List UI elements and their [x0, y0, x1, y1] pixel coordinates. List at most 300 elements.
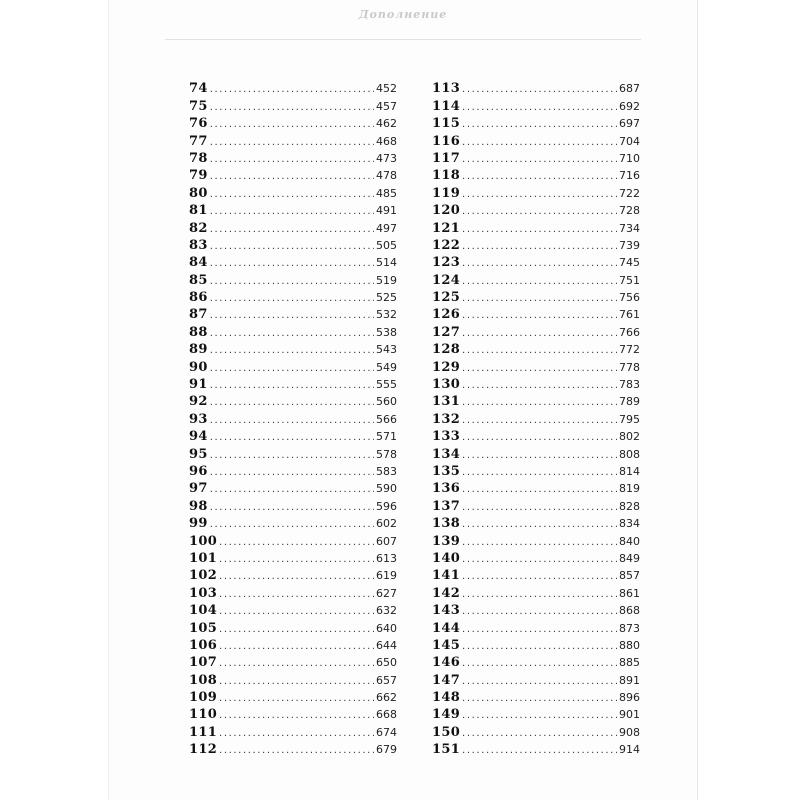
index-entry [432, 254, 640, 271]
entry-page-number: 452 [376, 82, 397, 96]
entry-page-number: 814 [619, 464, 640, 478]
entry-number: 132 [432, 411, 461, 427]
entry-number: 78 [189, 150, 208, 166]
dot-leader [462, 379, 617, 393]
dot-leader [210, 223, 374, 237]
entry-page-number: 566 [376, 412, 397, 426]
entry-page-number: 704 [619, 134, 640, 148]
entry-page-number: 819 [619, 482, 640, 496]
entry-page-number: 914 [619, 743, 640, 757]
dot-leader [462, 588, 617, 602]
dot-leader [462, 83, 617, 97]
dot-leader [219, 588, 374, 602]
dot-leader [462, 327, 617, 341]
index-entry [432, 602, 640, 619]
entry-page-number: 716 [619, 169, 640, 183]
entry-page-number: 657 [376, 673, 397, 687]
dot-leader [219, 640, 374, 654]
index-entry [189, 410, 397, 427]
index-entry [432, 637, 640, 654]
index-entry [432, 306, 640, 323]
index-entry [189, 289, 397, 306]
entry-number: 92 [189, 394, 208, 410]
entry-page-number: 538 [376, 325, 397, 339]
dot-leader [462, 344, 617, 358]
entry-number: 101 [189, 550, 218, 566]
index-entry [189, 184, 397, 201]
entry-number: 102 [189, 568, 218, 584]
index-entry [189, 358, 397, 375]
index-entry [189, 671, 397, 688]
index-entry [432, 219, 640, 236]
index-entry [189, 428, 397, 445]
dot-leader [462, 727, 617, 741]
entry-page-number: 619 [376, 569, 397, 583]
entry-page-number: 880 [619, 638, 640, 652]
index-entry [432, 289, 640, 306]
entry-number: 139 [432, 533, 461, 549]
dot-leader [462, 709, 617, 723]
index-entry [432, 445, 640, 462]
entry-number: 146 [432, 655, 461, 671]
entry-page-number: 861 [619, 586, 640, 600]
entry-page-number: 602 [376, 517, 397, 531]
entry-number: 96 [189, 463, 208, 479]
dot-leader [462, 570, 617, 584]
dot-leader [462, 623, 617, 637]
index-entry [189, 723, 397, 740]
index-entry [432, 132, 640, 149]
dot-leader [219, 709, 374, 723]
entry-page-number: 828 [619, 499, 640, 513]
entry-page-number: 505 [376, 238, 397, 252]
entry-number: 103 [189, 585, 218, 601]
entry-page-number: 778 [619, 360, 640, 374]
entry-page-number: 795 [619, 412, 640, 426]
entry-number: 108 [189, 672, 218, 688]
dot-leader [462, 431, 617, 445]
entry-page-number: 679 [376, 743, 397, 757]
entry-page-number: 868 [619, 604, 640, 618]
entry-number: 127 [432, 324, 461, 340]
dot-leader [219, 570, 374, 584]
entry-number: 95 [189, 446, 208, 462]
entry-page-number: 692 [619, 99, 640, 113]
entry-number: 142 [432, 585, 461, 601]
entry-number: 123 [432, 255, 461, 271]
entry-number: 118 [432, 168, 461, 184]
entry-number: 136 [432, 481, 461, 497]
index-entry [189, 393, 397, 410]
dot-leader [210, 483, 374, 497]
index-entry [432, 723, 640, 740]
entry-page-number: 840 [619, 534, 640, 548]
entry-page-number: 802 [619, 430, 640, 444]
entry-number: 84 [189, 255, 208, 271]
index-entry [432, 689, 640, 706]
index-entry [189, 132, 397, 149]
entry-number: 99 [189, 516, 208, 532]
entry-page-number: 908 [619, 725, 640, 739]
index-column-right [432, 80, 640, 758]
entry-number: 80 [189, 185, 208, 201]
entry-number: 98 [189, 498, 208, 514]
entry-page-number: 739 [619, 238, 640, 252]
dot-leader [462, 675, 617, 689]
dot-leader [210, 431, 374, 445]
index-entry [432, 532, 640, 549]
dot-leader [210, 153, 374, 167]
entry-number: 116 [432, 133, 461, 149]
dot-leader [462, 240, 617, 254]
entry-number: 125 [432, 290, 461, 306]
entry-number: 122 [432, 237, 461, 253]
entry-page-number: 668 [376, 708, 397, 722]
dot-leader [210, 396, 374, 410]
entry-page-number: 478 [376, 169, 397, 183]
index-entry [189, 654, 397, 671]
index-entry [189, 202, 397, 219]
entry-page-number: 457 [376, 99, 397, 113]
entry-number: 119 [432, 185, 461, 201]
entry-page-number: 571 [376, 430, 397, 444]
dot-leader [462, 292, 617, 306]
dot-leader [210, 292, 374, 306]
entry-number: 148 [432, 690, 461, 706]
dot-leader [210, 170, 374, 184]
entry-number: 100 [189, 533, 218, 549]
entry-page-number: 514 [376, 256, 397, 270]
dot-leader [462, 170, 617, 184]
index-entry [432, 184, 640, 201]
index-entry [432, 410, 640, 427]
index-entry [432, 654, 640, 671]
dot-leader [462, 518, 617, 532]
entry-number: 151 [432, 742, 461, 758]
entry-page-number: 761 [619, 308, 640, 322]
entry-page-number: 873 [619, 621, 640, 635]
entry-page-number: 789 [619, 395, 640, 409]
entry-number: 145 [432, 637, 461, 653]
dot-leader [462, 362, 617, 376]
dot-leader [210, 257, 374, 271]
entry-page-number: 901 [619, 708, 640, 722]
entry-number: 129 [432, 359, 461, 375]
entry-page-number: 627 [376, 586, 397, 600]
entry-page-number: 891 [619, 673, 640, 687]
entry-number: 135 [432, 463, 461, 479]
dot-leader [462, 640, 617, 654]
entry-number: 83 [189, 237, 208, 253]
index-entry [432, 497, 640, 514]
index-entry [189, 550, 397, 567]
index-entry [432, 202, 640, 219]
dot-leader [210, 309, 374, 323]
dot-leader [462, 205, 617, 219]
entry-number: 121 [432, 220, 461, 236]
index-entry [189, 480, 397, 497]
entry-number: 82 [189, 220, 208, 236]
entry-number: 131 [432, 394, 461, 410]
entry-page-number: 674 [376, 725, 397, 739]
entry-number: 150 [432, 724, 461, 740]
index-entry [432, 463, 640, 480]
dot-leader [210, 118, 374, 132]
entry-number: 75 [189, 98, 208, 114]
index-entry [432, 393, 640, 410]
index-entry [189, 150, 397, 167]
entry-page-number: 650 [376, 656, 397, 670]
entry-page-number: 722 [619, 186, 640, 200]
entry-page-number: 710 [619, 151, 640, 165]
index-entry [189, 254, 397, 271]
entry-number: 120 [432, 203, 461, 219]
entry-page-number: 596 [376, 499, 397, 513]
entry-page-number: 560 [376, 395, 397, 409]
index-entry [189, 80, 397, 97]
entry-page-number: 578 [376, 447, 397, 461]
index-entry [432, 97, 640, 114]
entry-page-number: 525 [376, 291, 397, 305]
entry-page-number: 687 [619, 82, 640, 96]
dot-leader [210, 449, 374, 463]
dot-leader [462, 309, 617, 323]
index-entry [189, 271, 397, 288]
index-entry [189, 445, 397, 462]
entry-page-number: 751 [619, 273, 640, 287]
entry-number: 133 [432, 429, 461, 445]
dot-leader [210, 101, 374, 115]
entry-number: 143 [432, 603, 461, 619]
dot-leader [462, 449, 617, 463]
dot-leader [462, 153, 617, 167]
dot-leader [210, 136, 374, 150]
index-entry [189, 341, 397, 358]
index-entry [432, 376, 640, 393]
entry-number: 113 [432, 81, 461, 97]
dot-leader [462, 396, 617, 410]
entry-number: 115 [432, 116, 461, 132]
entry-number: 79 [189, 168, 208, 184]
dot-leader [219, 605, 374, 619]
entry-number: 117 [432, 150, 461, 166]
entry-page-number: 808 [619, 447, 640, 461]
entry-page-number: 543 [376, 343, 397, 357]
dot-leader [462, 657, 617, 671]
dot-leader [219, 623, 374, 637]
entry-page-number: 772 [619, 343, 640, 357]
index-entry [432, 271, 640, 288]
entry-page-number: 849 [619, 551, 640, 565]
entry-page-number: 583 [376, 464, 397, 478]
entry-number: 85 [189, 272, 208, 288]
index-entry [432, 115, 640, 132]
entry-number: 137 [432, 498, 461, 514]
index-entry [432, 480, 640, 497]
index-entry [432, 150, 640, 167]
entry-page-number: 632 [376, 604, 397, 618]
entry-number: 147 [432, 672, 461, 688]
dot-leader [210, 379, 374, 393]
dot-leader [219, 553, 374, 567]
entry-page-number: 549 [376, 360, 397, 374]
dot-leader [462, 553, 617, 567]
entry-page-number: 485 [376, 186, 397, 200]
index-entry [432, 550, 640, 567]
running-head: Дополнение [358, 8, 448, 21]
entry-page-number: 462 [376, 117, 397, 131]
entry-page-number: 783 [619, 378, 640, 392]
index-entry [189, 323, 397, 340]
index-entry [432, 167, 640, 184]
dot-leader [210, 414, 374, 428]
entry-number: 89 [189, 342, 208, 358]
entry-number: 128 [432, 342, 461, 358]
dot-leader [462, 692, 617, 706]
index-entry [189, 602, 397, 619]
index-entry [189, 567, 397, 584]
entry-page-number: 745 [619, 256, 640, 270]
index-entry [189, 463, 397, 480]
entry-page-number: 497 [376, 221, 397, 235]
dot-leader [219, 657, 374, 671]
entry-number: 114 [432, 98, 461, 114]
index-entry [189, 167, 397, 184]
dot-leader [219, 675, 374, 689]
entry-number: 109 [189, 690, 218, 706]
index-entry [432, 741, 640, 758]
entry-number: 110 [189, 707, 218, 723]
entry-page-number: 590 [376, 482, 397, 496]
index-entry [432, 619, 640, 636]
index-entry [432, 237, 640, 254]
entry-number: 86 [189, 290, 208, 306]
entry-number: 149 [432, 707, 461, 723]
dot-leader [210, 188, 374, 202]
dot-leader [462, 744, 617, 758]
dot-leader [219, 536, 374, 550]
entry-number: 90 [189, 359, 208, 375]
entry-number: 140 [432, 550, 461, 566]
dot-leader [210, 344, 374, 358]
index-entry [189, 637, 397, 654]
dot-leader [210, 466, 374, 480]
index-entry [189, 219, 397, 236]
entry-number: 77 [189, 133, 208, 149]
entry-page-number: 468 [376, 134, 397, 148]
index-entry [432, 428, 640, 445]
dot-leader [462, 136, 617, 150]
entry-number: 124 [432, 272, 461, 288]
entry-number: 138 [432, 516, 461, 532]
dot-leader [210, 518, 374, 532]
index-entry [432, 80, 640, 97]
index-entry [189, 619, 397, 636]
entry-number: 91 [189, 377, 208, 393]
dot-leader [462, 101, 617, 115]
entry-number: 134 [432, 446, 461, 462]
dot-leader [462, 501, 617, 515]
entry-number: 81 [189, 203, 208, 219]
entry-page-number: 491 [376, 204, 397, 218]
dot-leader [462, 257, 617, 271]
entry-number: 97 [189, 481, 208, 497]
dot-leader [210, 205, 374, 219]
index-entry [432, 515, 640, 532]
index-entry [189, 689, 397, 706]
index-entry [432, 671, 640, 688]
entry-page-number: 613 [376, 551, 397, 565]
entry-number: 93 [189, 411, 208, 427]
entry-number: 88 [189, 324, 208, 340]
index-entry [432, 584, 640, 601]
index-entry [432, 323, 640, 340]
dot-leader [462, 536, 617, 550]
dot-leader [462, 223, 617, 237]
entry-page-number: 896 [619, 691, 640, 705]
dot-leader [462, 188, 617, 202]
dot-leader [210, 327, 374, 341]
dot-leader [219, 692, 374, 706]
entry-number: 130 [432, 377, 461, 393]
dot-leader [462, 605, 617, 619]
entry-number: 144 [432, 620, 461, 636]
index-entry [189, 706, 397, 723]
dot-leader [210, 83, 374, 97]
dot-leader [219, 727, 374, 741]
index-entry [189, 532, 397, 549]
index-column-left [189, 80, 397, 758]
index-entry [432, 567, 640, 584]
entry-page-number: 734 [619, 221, 640, 235]
index-entry [189, 584, 397, 601]
entry-page-number: 662 [376, 691, 397, 705]
dot-leader [210, 362, 374, 376]
index-entry [189, 741, 397, 758]
entry-number: 87 [189, 307, 208, 323]
dot-leader [210, 275, 374, 289]
entry-page-number: 473 [376, 151, 397, 165]
index-entry [189, 497, 397, 514]
entry-page-number: 766 [619, 325, 640, 339]
dot-leader [210, 501, 374, 515]
dot-leader [210, 240, 374, 254]
book-page [108, 0, 698, 800]
entry-page-number: 532 [376, 308, 397, 322]
entry-page-number: 555 [376, 378, 397, 392]
index-entry [432, 706, 640, 723]
entry-page-number: 834 [619, 517, 640, 531]
index-entry [189, 115, 397, 132]
entry-page-number: 728 [619, 204, 640, 218]
entry-page-number: 697 [619, 117, 640, 131]
index-entry [189, 237, 397, 254]
entry-page-number: 519 [376, 273, 397, 287]
dot-leader [462, 118, 617, 132]
index-entry [189, 306, 397, 323]
dot-leader [462, 414, 617, 428]
entry-page-number: 885 [619, 656, 640, 670]
entry-number: 94 [189, 429, 208, 445]
dot-leader [462, 275, 617, 289]
entry-page-number: 644 [376, 638, 397, 652]
dot-leader [462, 483, 617, 497]
entry-page-number: 756 [619, 291, 640, 305]
dot-leader [462, 466, 617, 480]
entry-number: 105 [189, 620, 218, 636]
entry-page-number: 607 [376, 534, 397, 548]
entry-number: 76 [189, 116, 208, 132]
